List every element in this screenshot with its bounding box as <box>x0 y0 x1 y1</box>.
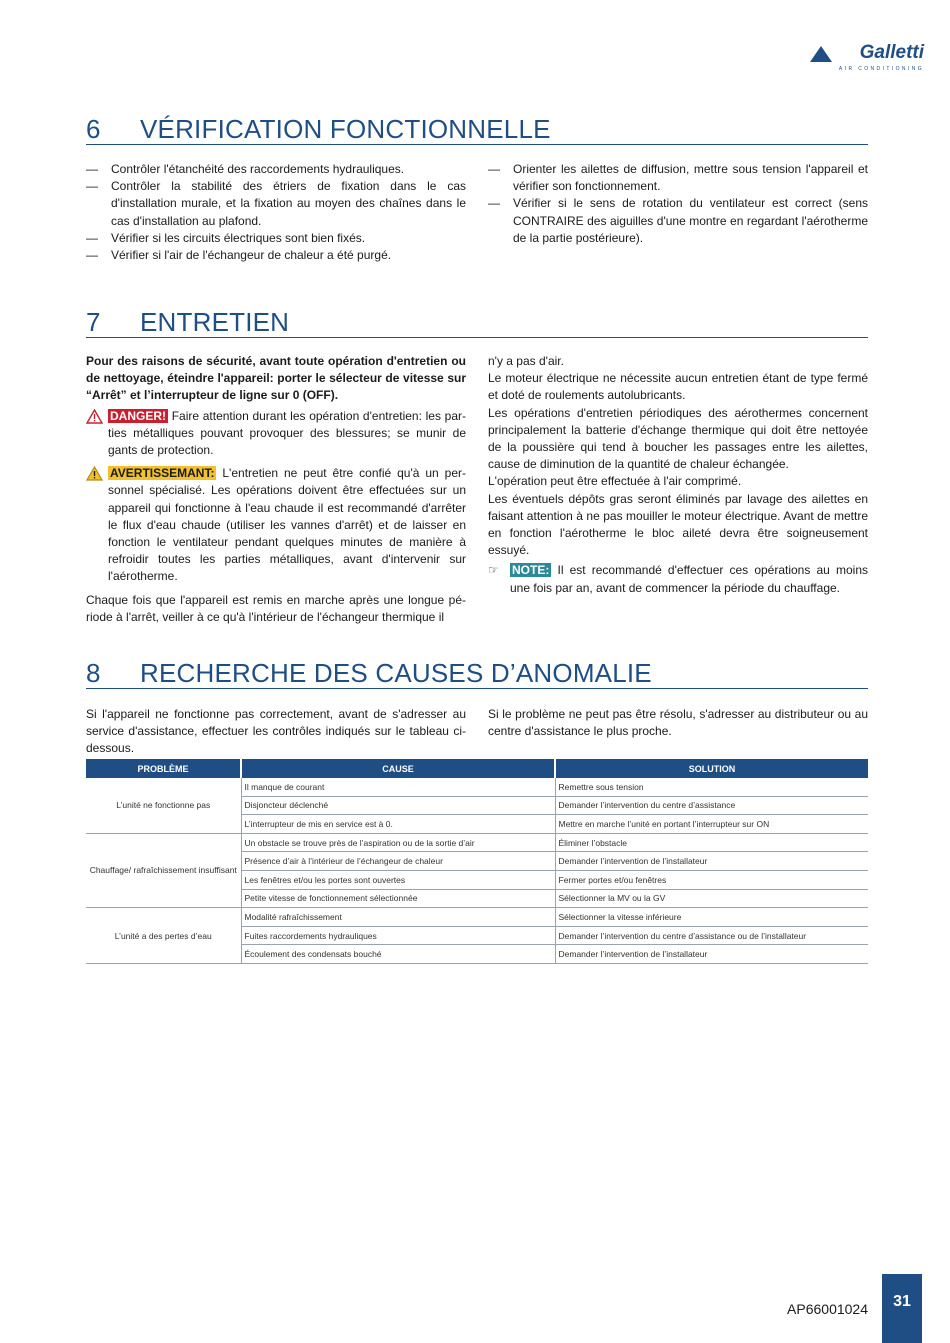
section-8-left-intro: Si l'appareil ne fonctionne pas correctement, avant de s'adresser au service d'assistance, effectuer les contrôles indiqués sur le tableau ci-dessous. <box>86 707 466 756</box>
danger-label: DANGER! <box>110 408 166 423</box>
section-6-left-column <box>86 161 466 264</box>
cause-cell: Modalité rafraîchissement <box>241 908 555 927</box>
cause-cell: Écoulement des condensats bouché <box>241 945 555 964</box>
column-header-solution: SOLUTION <box>555 759 868 778</box>
paragraph: L'opération peut être effectuée à l'air comprimé. <box>488 474 742 489</box>
section-8-right-intro: Si le problème ne peut pas être résolu, s'adresser au distributeur ou au centre d'assistance le plus proche. <box>488 707 868 739</box>
note: ☞ NOTE: Il est recommandé d'effectuer ces opérations au moins une fois par an, avant de commencer la période du chauffage. <box>488 563 868 595</box>
solution-cell: Mettre en marche l’unité en portant l’interrupteur sur ON <box>555 815 868 834</box>
list-item: — Contrôler la stabilité des étriers de fixation dans le cas d'installation murale, et la fixation au moyen des chaînes dans le cas d'installation au plafond. <box>86 179 466 228</box>
solution-cell: Demander l’intervention de l’installateur <box>555 852 868 871</box>
solution-cell: Sélectionner la MV ou la GV <box>555 889 868 908</box>
problem-cell: Chauffage/ rafraîchissement insuffisant <box>86 833 241 907</box>
section-6-right-column <box>488 161 868 247</box>
galletti-logo <box>814 40 924 76</box>
paragraph: n'y a pas d'air. <box>488 354 564 368</box>
danger-note: DANGER! Faire attention durant les opération d'entretien: les parties métalliques pouvant provoquer des blessures; se munir de gants de protection. <box>86 408 466 460</box>
cause-cell: Fuites raccordements hydrauliques <box>241 926 555 945</box>
cause-cell: Disjoncteur déclenché <box>241 796 555 815</box>
table-row <box>86 908 868 927</box>
cause-cell: Les fenêtres et/ou les portes sont ouvertes <box>241 870 555 889</box>
section-title: VÉRIFICATION FONCTIONNELLE <box>140 114 551 144</box>
safety-intro: Pour des raisons de sécurité, avant toute opération d'entretien ou de nettoyage, éteindre l'appareil: porter le sélecteur de vitesse sur “Arrêt” et l’interrupteur de ligne sur 0 (OFF). <box>86 354 466 403</box>
column-header-problem: PROBLÈME <box>86 759 241 778</box>
document-code: AP66001024 <box>787 1301 868 1317</box>
cause-cell: L’interrupteur de mis en service est à 0. <box>241 815 555 834</box>
troubleshooting-table <box>86 759 868 964</box>
logo-subtitle: AIR CONDITIONING <box>838 66 924 72</box>
list-item: — Vérifier si l'air de l'échangeur de chaleur a été purgé. <box>86 248 392 263</box>
warning-note: AVERTISSEMANT: L'entretien ne peut être confié qu'à un personnel spécialisé. Les opérations doivent être effectuées sur un appareil qui fonctionne à l'eau chaude il est recommandé d'arrêter le flux d'eau chaude (utiliser les vannes d'arrêt) et de laisser en fonction le ventilateur pendant quelques minutes de manière à refroidir toutes les parties métalliques, avant d'intervenir sur l'aérotherme. <box>86 465 466 585</box>
paragraph: Les opérations d'entretien périodiques des aérothermes concernent principalement la batterie d'échange thermique qui doit être nettoyée de la poussière qui tend à boucher les passages entre les ailettes, cause de diminution de la quantité de chaleur échangée. <box>488 405 868 472</box>
solution-cell: Sélectionner la vitesse inférieure <box>555 908 868 927</box>
list-item: — Vérifier si le sens de rotation du ventilateur est correct (sens CONTRAIRE des aiguilles d'une montre en regardant l'aérotherme de la partie postérieure). <box>488 196 868 245</box>
cause-cell: Petite vitesse de fonctionnement sélectionnée <box>241 889 555 908</box>
problem-cell: L’unité ne fonctionne pas <box>86 778 241 833</box>
section-8-header <box>86 658 868 689</box>
section-title: ENTRETIEN <box>140 307 290 337</box>
pointing-hand-icon: ☞ <box>488 563 499 578</box>
solution-cell: Demander l’intervention du centre d’assistance <box>555 796 868 815</box>
paragraph: Le moteur électrique ne nécessite aucun entretien étant de type fermé et doté de roulements autolubricants. <box>488 371 868 403</box>
cause-cell: Un obstacle se trouve près de l’aspiration ou de la sortie d’air <box>241 833 555 852</box>
section-7-left-column <box>86 353 466 626</box>
section-7-header <box>86 307 868 338</box>
solution-cell: Fermer portes et/ou fenêtres <box>555 870 868 889</box>
solution-cell: Remettre sous tension <box>555 778 868 796</box>
list-item: — Vérifier si les circuits électriques sont bien fixés. <box>86 230 366 245</box>
note-label: NOTE: <box>512 563 550 578</box>
solution-cell: Éliminer l’obstacle <box>555 833 868 852</box>
section-title: RECHERCHE DES CAUSES D’ANOMALIE <box>140 658 652 688</box>
table-row <box>86 833 868 852</box>
table-row <box>86 778 868 796</box>
paragraph: Les éventuels dépôts gras seront éliminés par lavage des ailettes en faisant attention à ne pas mouiller le moteur électrique. Avant de mettre en fonction l'aérotherme le bloc aileté devra être soigneusement essuyé. <box>488 491 868 558</box>
list-item: — Orienter les ailettes de diffusion, mettre sous tension l'appareil et vérifier son fonctionnement. <box>488 162 868 194</box>
page-number: 31 <box>882 1274 922 1343</box>
paragraph: Chaque fois que l'appareil est remis en marche après une longue période à l'arrêt, veiller à ce qu'à l'intérieur de l'échangeur thermique il <box>86 592 466 624</box>
solution-cell: Demander l’intervention de l’installateur <box>555 945 868 964</box>
problem-cell: L’unité a des pertes d’eau <box>86 908 241 964</box>
section-number: 7 <box>86 307 101 337</box>
section-6-header <box>86 114 868 145</box>
warning-triangle-icon <box>86 409 103 429</box>
warning-label: AVERTISSEMANT: <box>110 466 215 481</box>
table-header-row <box>86 759 868 778</box>
solution-cell: Demander l’intervention du centre d’assistance ou de l’installateur <box>555 926 868 945</box>
section-7-right-column <box>488 353 868 597</box>
logo-triangle-icon <box>810 46 832 62</box>
section-number: 8 <box>86 658 101 688</box>
cause-cell: Il manque de courant <box>241 778 555 796</box>
list-item: — Contrôler l'étanchéité des raccordements hydrauliques. <box>86 162 405 176</box>
logo-name: Galletti <box>859 42 924 63</box>
caution-triangle-icon <box>86 466 103 486</box>
section-number: 6 <box>86 114 101 144</box>
column-header-cause: CAUSE <box>241 759 555 778</box>
cause-cell: Présence d’air à l’intérieur de l’échangeur de chaleur <box>241 852 555 871</box>
